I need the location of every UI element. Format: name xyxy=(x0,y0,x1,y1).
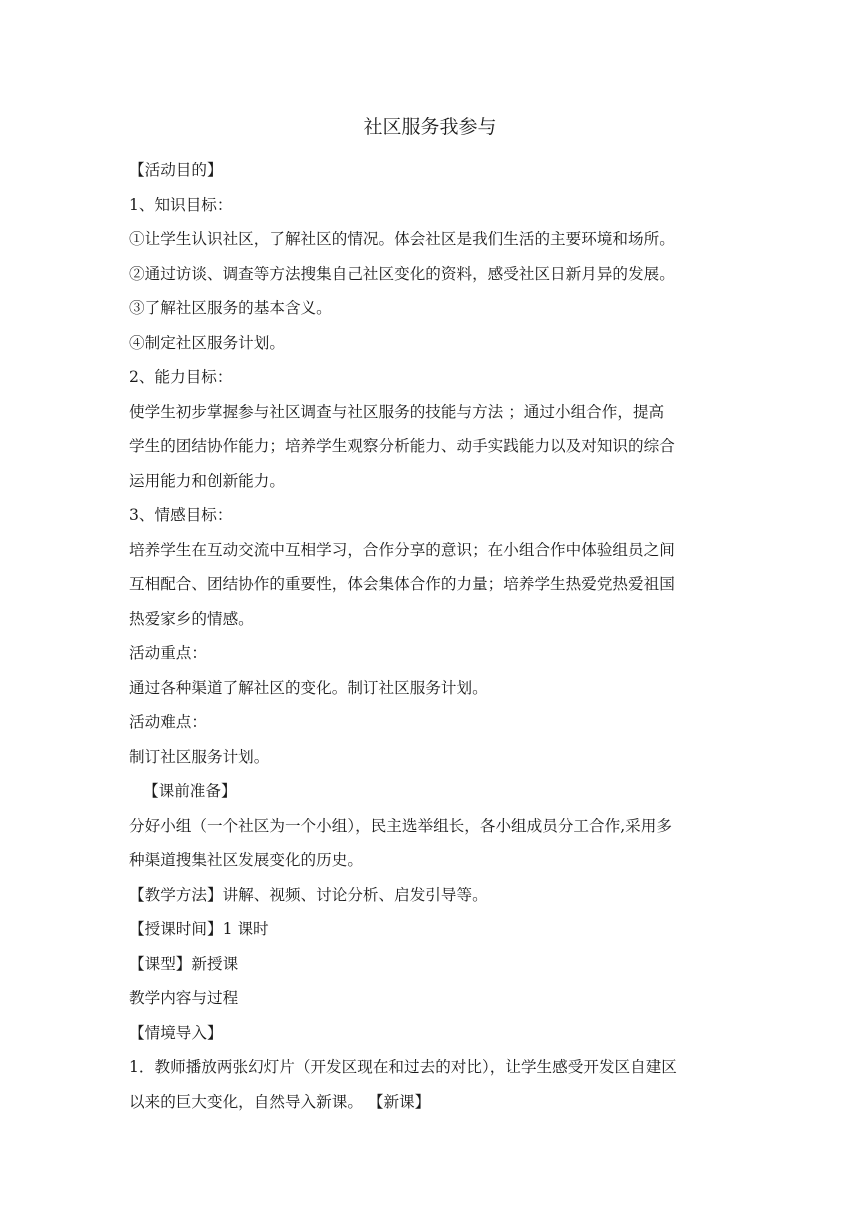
document-title: 社区服务我参与 xyxy=(363,116,497,138)
subheading-ability-goals: 2、能力目标： xyxy=(129,368,233,386)
paragraph-line: 以来的巨大变化，自然导入新课。 【新课】 xyxy=(129,1092,431,1111)
paragraph-line: 培养学生在互动交流中互相学习，合作分享的意识；在小组合作中体验组员之间 xyxy=(129,540,675,559)
class-time-line: 【授课时间】1 课时 xyxy=(129,920,269,938)
paragraph-line: 分好小组（一个社区为一个小组），民主选举组长，各小组成员分工合作,采用多 xyxy=(129,816,672,835)
subheading-knowledge-goals: 1、知识目标： xyxy=(129,195,233,214)
section-heading-preparation: 【课前准备】 xyxy=(143,782,237,800)
paragraph-line: ②通过访谈、调查等方法搜集自己社区变化的资料，感受社区日新月异的发展。 xyxy=(129,264,675,283)
paragraph-line: 热爱家乡的情感。 xyxy=(129,609,254,628)
section-heading-activity-purpose: 【活动目的】 xyxy=(129,161,223,179)
section-heading-introduction: 【情境导入】 xyxy=(129,1023,223,1042)
paragraph-line: 运用能力和创新能力。 xyxy=(129,471,285,490)
paragraph-line: ④制定社区服务计划。 xyxy=(129,333,285,352)
paragraph-line: ③了解社区服务的基本含义。 xyxy=(129,299,332,317)
subheading-difficulties: 活动难点： xyxy=(129,713,207,731)
paragraph-line: 使学生初步掌握参与社区调查与社区服务的技能与方法 ；通过小组合作，提高 xyxy=(129,402,665,421)
subheading-content-process: 教学内容与过程 xyxy=(129,989,239,1007)
paragraph-line: 学生的团结协作能力；培养学生观察分析能力、动手实践能力以及对知识的综合 xyxy=(129,437,675,455)
teaching-methods-line: 【教学方法】讲解、视频、讨论分析、启发引导等。 xyxy=(129,885,488,904)
subheading-key-points: 活动重点： xyxy=(129,644,207,662)
document-body xyxy=(129,153,739,1119)
paragraph-line: 制订社区服务计划。 xyxy=(129,747,270,766)
paragraph-line: 通过各种渠道了解社区的变化。制订社区服务计划。 xyxy=(129,678,488,697)
paragraph-line: 种渠道搜集社区发展变化的历史。 xyxy=(129,851,363,869)
subheading-emotional-goals: 3、情感目标： xyxy=(129,506,233,524)
paragraph-line: ①让学生认识社区，了解社区的情况。体会社区是我们生活的主要环境和场所。 xyxy=(129,230,675,248)
paragraph-line: 1．教师播放两张幻灯片（开发区现在和过去的对比），让学生感受开发区自建区 xyxy=(129,1058,677,1076)
paragraph-line: 互相配合、团结协作的重要性，体会集体合作的力量；培养学生热爱党热爱祖国 xyxy=(129,575,675,593)
lesson-type-line: 【课型】新授课 xyxy=(129,954,239,973)
